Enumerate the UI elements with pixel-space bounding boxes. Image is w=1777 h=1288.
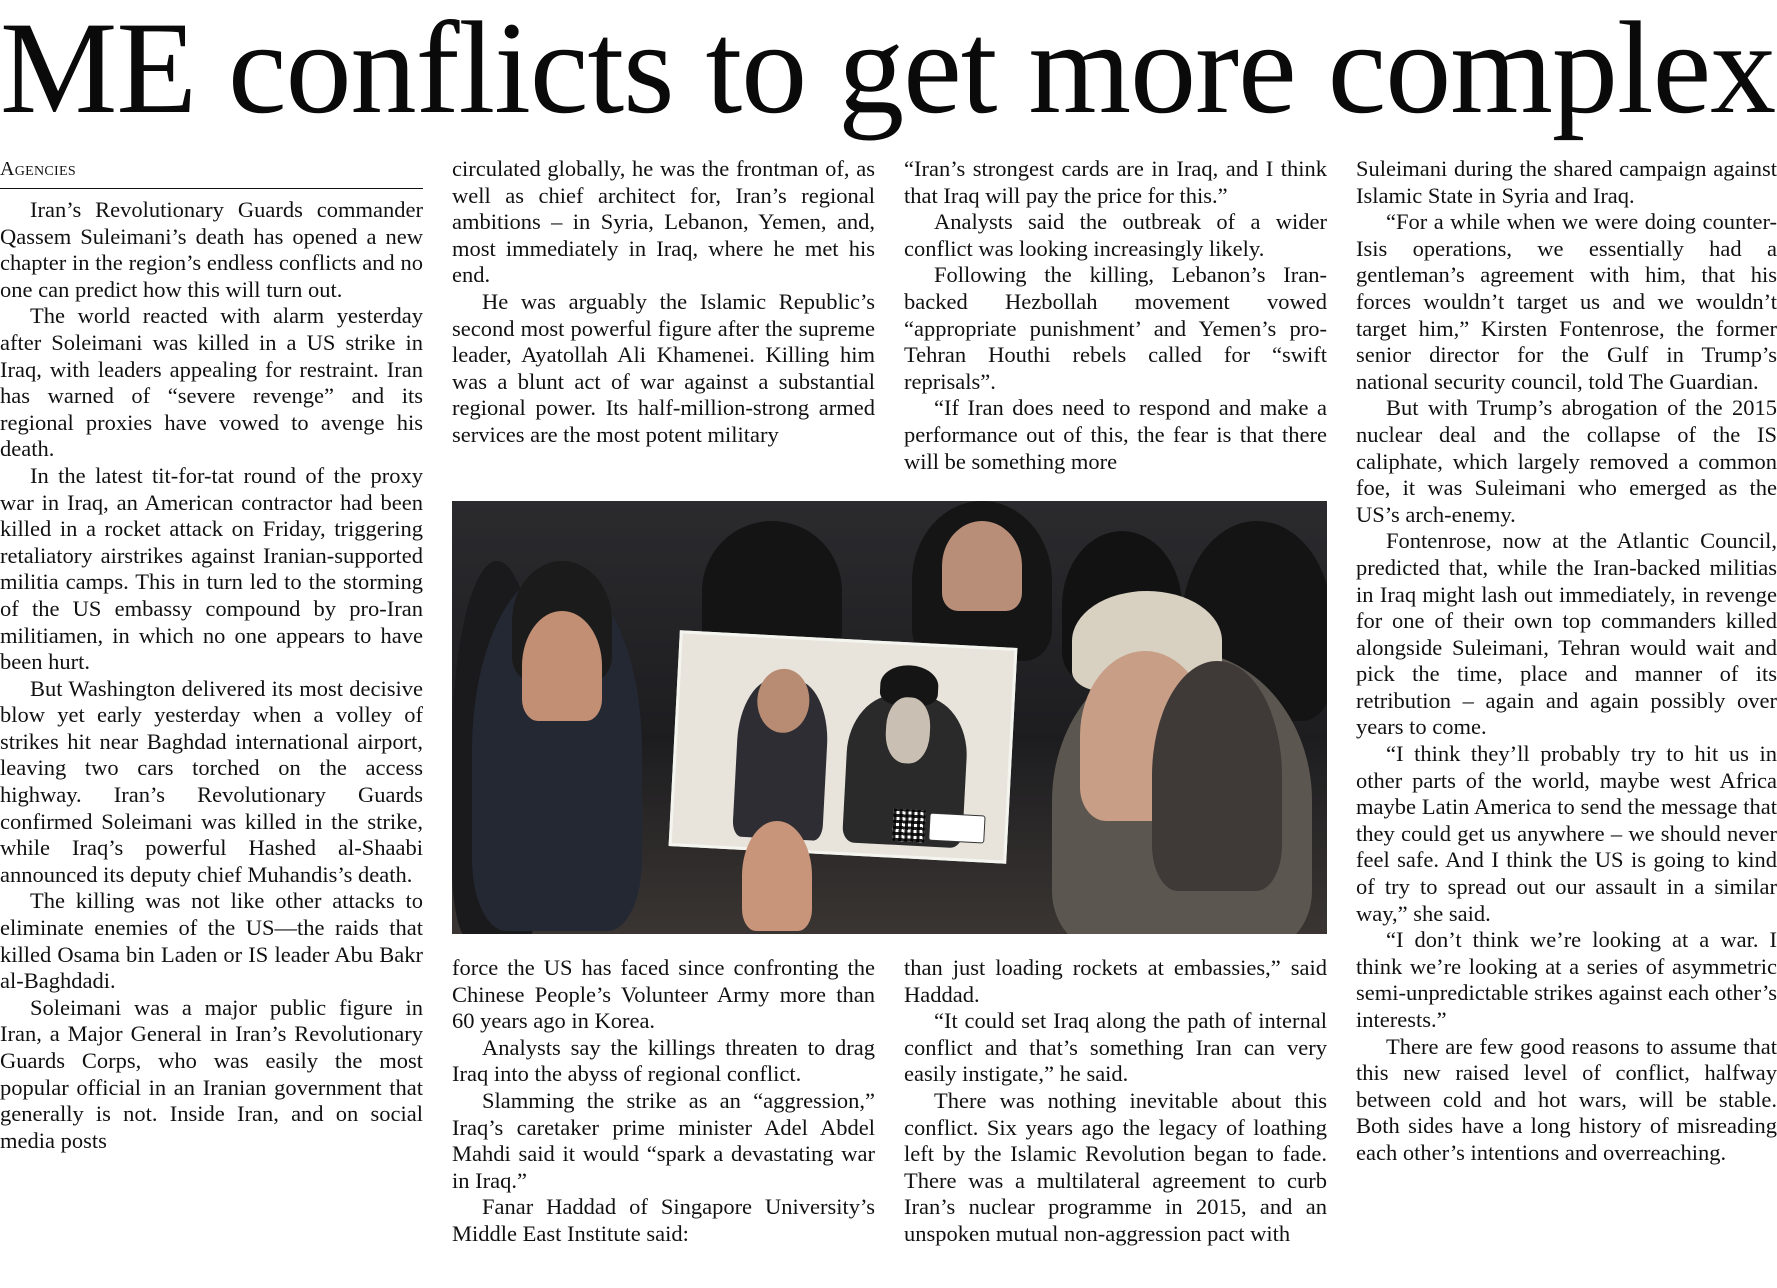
qr-code-icon — [892, 809, 926, 843]
paragraph: Slamming the strike as an “aggression,” Iraq’s caretaker prime minister Adel Abdel Mahdi said it would “spark a devastating war in Iraq.” — [452, 1087, 875, 1193]
column-3-bottom — [904, 955, 1327, 1288]
paragraph: Analysts said the outbreak of a wider conflict was looking increasingly likely. — [904, 209, 1327, 261]
paragraph: “I think they’ll probably try to hit us in other parts of the world, maybe west Africa maybe Latin America to send the message that they could get us anywhere – we should never feel safe. And I think the US is going to kind of try to spread out our assault in a similar way,” she said. — [1356, 741, 1777, 926]
paragraph: He was arguably the Islamic Republic’s second most powerful figure after the supreme leader, Ayatollah Ali Khamenei. Killing him was a blunt act of war against a substantial regional power. Its half-million-strong armed services are the most potent military — [452, 288, 875, 447]
paragraph: Analysts say the killings threaten to drag Iraq into the abyss of regional conflict. — [452, 1034, 875, 1087]
byline: Agencies — [0, 156, 423, 189]
paragraph-continued: “Iran’s strongest cards are in Iraq, and I think that Iraq will pay the price for this.” — [904, 156, 1327, 208]
column-2-bottom — [452, 955, 875, 1288]
paragraph: Soleimani was a major public figure in Iran, a Major General in Iran’s Revolutionary Guards Corps, who was easily the most popular official in an Iranian government that generally is not. Inside Iran, and on social media posts — [0, 994, 423, 1153]
paragraph: “For a while when we were doing counter-Isis operations, we essentially had a gentleman’s agreement with him, that his forces wouldn’t target us and we wouldn’t target him,” Kirsten Fontenrose, the former senior director for the Gulf in Trump’s national security council, told The Guardian. — [1356, 209, 1777, 394]
column-2-top — [452, 156, 875, 484]
paragraph: In the latest tit-for-tat round of the proxy war in Iraq, an American contractor had been killed in a rocket attack on Friday, triggering retaliatory airstrikes against Iranian-supported militia camps. This in turn led to the storming of the US embassy compound by pro-Iran militiamen, in which no one appears to have been hurt. — [0, 462, 423, 675]
news-photo — [452, 501, 1327, 934]
paragraph: “It could set Iraq along the path of internal conflict and that’s something Iran can very easily instigate,” he said. — [904, 1008, 1327, 1087]
headline: ME conflicts to get more complex — [0, 0, 1776, 141]
paragraph-continued: than just loading rockets at embassies,” said Haddad. — [904, 955, 1327, 1007]
paragraph: “I don’t think we’re looking at a war. I think we’re looking at a series of asymmetric semi-unpredictable strikes against each other’s interests.” — [1356, 927, 1777, 1032]
watermark-stamp-icon — [928, 813, 985, 844]
paragraph-continued: circulated globally, he was the frontman of, as well as chief architect for, Iran’s regional ambitions – in Syria, Lebanon, Yemen, and, most immediately in Iraq, where he met his end. — [452, 156, 875, 288]
paragraph: There was nothing inevitable about this conflict. Six years ago the legacy of loathing left by the Islamic Revolution began to fade. There was a multilateral agreement to curb Iran’s nuclear programme in 2015, and an unspoken mutual non-aggression pact with — [904, 1087, 1327, 1246]
paragraph: Fontenrose, now at the Atlantic Council, predicted that, while the Iran-backed militias in Iraq might lash out immediately, in revenge for one of their own top commanders killed alongside Suleimani, Tehran would wait and pick the time, place and manner of its retribution – again and again possibly over years to come. — [1356, 528, 1777, 740]
column-1 — [0, 156, 423, 1288]
held-portrait-photo — [669, 630, 1018, 863]
paragraph: Following the killing, Lebanon’s Iran-backed Hezbollah movement vowed “appropriate punishment’ and Yemen’s pro-Tehran Houthi rebels called for “swift reprisals”. — [904, 262, 1327, 394]
paragraph-continued: force the US has faced since confronting the Chinese People’s Volunteer Army more than 60 years ago in Korea. — [452, 955, 875, 1034]
column-3-top — [904, 156, 1327, 484]
column-4 — [1356, 156, 1777, 1288]
paragraph: There are few good reasons to assume that this new raised level of conflict, halfway between cold and hot wars, will be stable. Both sides have a long history of misreading each other’s intentions and overreaching. — [1356, 1033, 1777, 1165]
paragraph: “If Iran does need to respond and make a performance out of this, the fear is that there will be something more — [904, 395, 1327, 474]
paragraph: But with Trump’s abrogation of the 2015 nuclear deal and the collapse of the IS caliphate, which largely removed a common foe, it was Suleimani who emerged as the US’s arch-enemy. — [1356, 395, 1777, 527]
paragraph: Fanar Haddad of Singapore University’s Middle East Institute said: — [452, 1194, 875, 1246]
paragraph: Iran’s Revolutionary Guards commander Qassem Suleimani’s death has opened a new chapter in the region’s endless conflicts and no one can predict how this will turn out. — [0, 197, 423, 302]
paragraph-continued: Suleimani during the shared campaign against Islamic State in Syria and Iraq. — [1356, 156, 1777, 208]
paragraph: The world reacted with alarm yesterday after Soleimani was killed in a US strike in Iraq, with leaders appealing for restraint. Iran has warned of “severe revenge” and its regional proxies have vowed to avenge his death. — [0, 303, 423, 462]
paragraph: But Washington delivered its most decisive blow yet early yesterday when a volley of strikes hit near Baghdad international airport, leaving two cars torched on the access highway. Iran’s Revolutionary Guards confirmed Soleimani was killed in the strike, while Iraq’s powerful Hashed al-Shaabi announced its deputy chief Muhandis’s death. — [0, 675, 423, 887]
paragraph: The killing was not like other attacks to eliminate enemies of the US—the raids that killed Osama bin Laden or IS leader Abu Bakr al-Baghdadi. — [0, 888, 423, 994]
